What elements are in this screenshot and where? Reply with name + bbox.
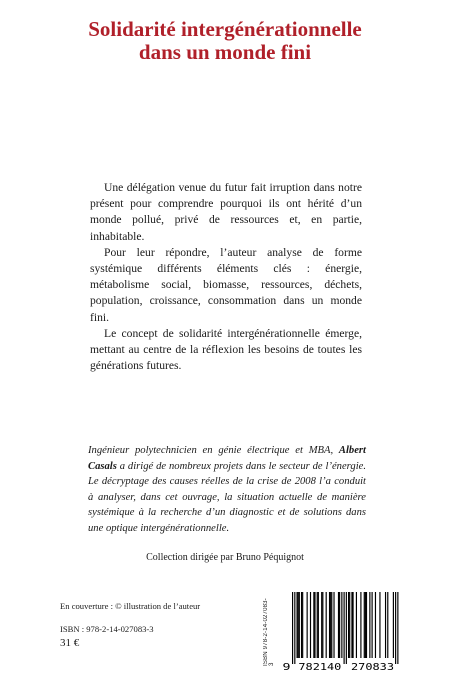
barcode-bar xyxy=(302,592,303,658)
barcode-bar xyxy=(321,592,322,658)
barcode-bar xyxy=(346,592,347,664)
barcode-bar xyxy=(375,592,376,658)
barcode-bar xyxy=(395,592,396,664)
barcode-bar xyxy=(369,592,370,658)
barcode-bar xyxy=(364,592,365,658)
barcode-bar xyxy=(351,592,352,658)
barcode-bar xyxy=(360,592,361,658)
barcode-bar xyxy=(307,592,308,658)
barcode-bar xyxy=(301,592,302,658)
barcode-bar xyxy=(379,592,380,658)
barcode-bar xyxy=(329,592,330,658)
barcode-bar xyxy=(372,592,373,658)
barcode-bar xyxy=(356,592,357,658)
barcode-bar xyxy=(387,592,388,658)
barcode-bar xyxy=(344,592,345,664)
barcode-bar xyxy=(348,592,349,658)
book-title xyxy=(0,18,450,64)
bio-text-start: Ingénieur polytechnicien en génie électrique et MBA, xyxy=(88,445,339,456)
barcode-bar xyxy=(339,592,340,658)
barcode-bar xyxy=(310,592,311,658)
collection-note: Collection dirigée par Bruno Péquignot xyxy=(146,552,304,563)
barcode-bar xyxy=(317,592,318,658)
barcode-bar xyxy=(365,592,366,658)
author-bio xyxy=(88,443,366,536)
barcode-vertical-isbn: ISBN 978-2-14-027083-3 xyxy=(263,598,275,666)
barcode-bar xyxy=(352,592,353,658)
price: 31 € xyxy=(60,637,80,649)
barcode xyxy=(283,590,401,672)
bio-text-end: a dirigé de nombreux projets dans le secteur de l’énergie. Le décryptage des causes réelles de la crise de 2008 l’a conduit à analyser, dans cet ouvrage, la situation actuelle de manière systémique à la recherche d’un diagnostic et de solutions dans une optique intergénérationnelle. xyxy=(88,460,366,534)
barcode-digits-left: 782140 xyxy=(298,662,342,672)
barcode-bar xyxy=(318,592,319,658)
barcode-bar xyxy=(330,592,331,658)
barcode-bar xyxy=(296,592,297,658)
barcode-bar xyxy=(366,592,367,658)
barcode-bar xyxy=(349,592,350,658)
barcode-bar xyxy=(338,592,339,658)
barcode-bar xyxy=(313,592,314,658)
barcode-graphic xyxy=(283,590,401,672)
barcode-bar xyxy=(331,592,332,658)
author-name: Albert Casals xyxy=(88,445,366,472)
blurb-paragraph-1: Une délégation venue du futur fait irruption dans notre présent pour comprendre pourquoi ils ont hérité d’un monde pollué, privé de ressources et, en partie, inhabitable. xyxy=(90,181,362,243)
barcode-bar xyxy=(326,592,327,658)
back-cover-blurb xyxy=(90,180,362,374)
title-line-1: Solidarité intergénérationnelle xyxy=(88,17,362,41)
barcode-bar xyxy=(397,592,398,664)
barcode-bar xyxy=(341,592,342,658)
barcode-bar xyxy=(299,592,300,658)
isbn-text: ISBN : 978-2-14-027083-3 xyxy=(60,624,154,634)
barcode-digits-right: 270833 xyxy=(351,662,394,672)
blurb-paragraph-3: Le concept de solidarité intergénérationnelle émerge, mettant au centre de la réflexion les besoins de toutes les générations futures. xyxy=(90,326,362,373)
barcode-bar xyxy=(294,592,295,664)
blurb-paragraph-2: Pour leur répondre, l’auteur analyse de forme systémique différents éléments clés : énergie, métabolisme social, biomasse, ressources, déchets, population, croissance, consommation dans un monde fini. xyxy=(90,245,362,324)
barcode-bar xyxy=(385,592,386,658)
barcode-bar xyxy=(322,592,323,658)
barcode-bar xyxy=(333,592,334,658)
barcode-bar xyxy=(393,592,394,658)
cover-credit: En couverture : © illustration de l’auteur xyxy=(60,601,201,611)
barcode-bar xyxy=(292,592,293,664)
barcode-bar xyxy=(298,592,299,658)
title-line-2: dans un monde fini xyxy=(138,40,312,64)
barcode-bar xyxy=(314,592,315,658)
barcode-digit-lead: 9 xyxy=(283,662,291,672)
